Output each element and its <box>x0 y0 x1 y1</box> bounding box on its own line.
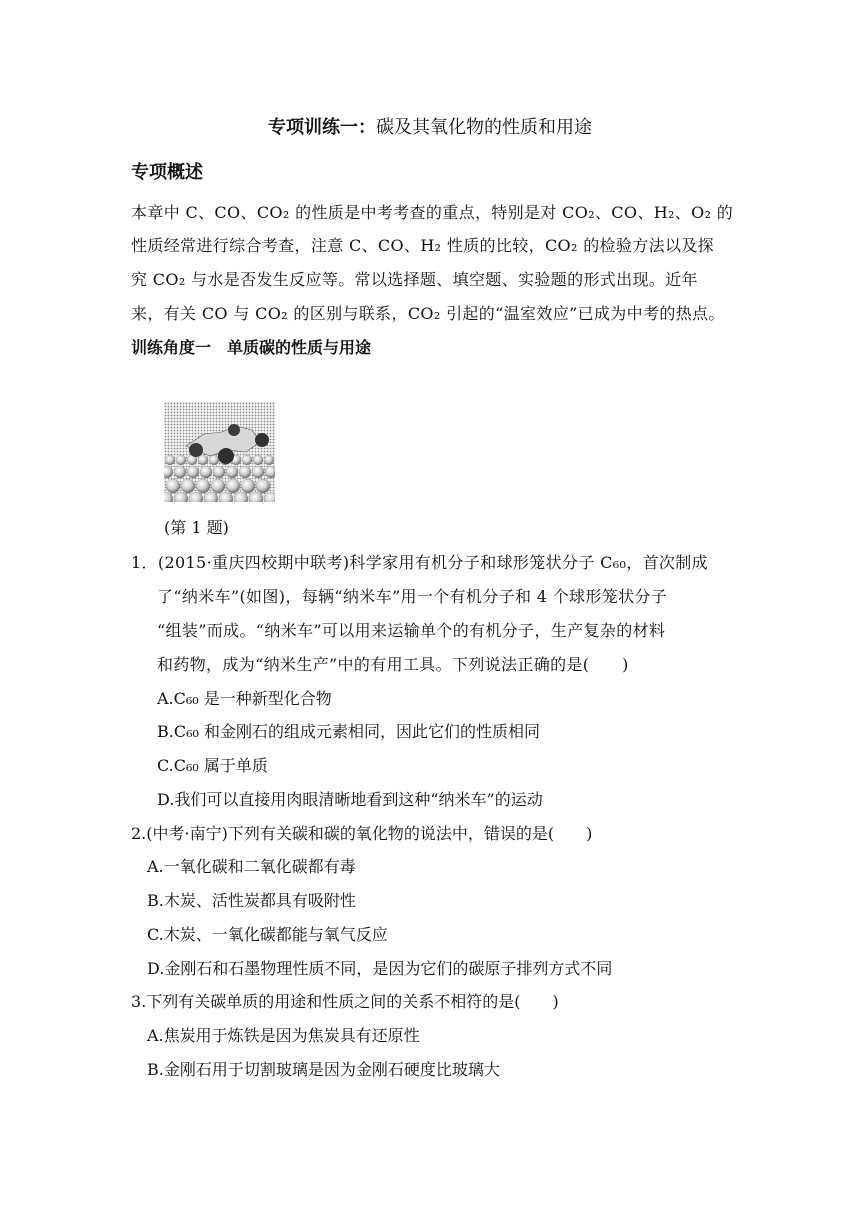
q1-line-3: “组装”而成。“纳米车”可以用来运输单个的有机分子，生产复杂的材料 <box>157 621 666 640</box>
q3-option-b[interactable]: B.金刚石用于切割玻璃是因为金刚石硬度比玻璃大 <box>147 1060 500 1079</box>
title-bold-part: 专项训练一： <box>268 117 376 138</box>
q3-option-a[interactable]: A.焦炭用于炼铁是因为焦炭具有还原性 <box>147 1026 420 1045</box>
overview-heading: 专项概述 <box>131 162 203 183</box>
q2-option-a[interactable]: A.一氧化碳和二氧化碳都有毒 <box>147 857 356 876</box>
q1-line-2: 了“纳米车”(如图)，每辆“纳米车”用一个有机分子和 4 个球形笼状分子 <box>157 587 668 606</box>
q3-stem: 3.下列有关碳单质的用途和性质之间的关系不相符的是( ) <box>131 992 559 1011</box>
q2-option-d[interactable]: D.金刚石和石墨物理性质不同，是因为它们的碳原子排列方式不同 <box>147 959 613 978</box>
q1-option-d[interactable]: D.我们可以直接用肉眼清晰地看到这种“纳米车”的运动 <box>157 790 543 809</box>
nanocar-figure <box>164 402 275 502</box>
title-rest-part: 碳及其氧化物的性质和用途 <box>376 117 592 138</box>
page-title <box>0 116 860 140</box>
q2-stem: 2.(中考·南宁)下列有关碳和碳的氧化物的说法中，错误的是( ) <box>131 824 593 843</box>
overview-line-1: 本章中 C、CO、CO₂ 的性质是中考考查的重点，特别是对 CO₂、CO、H₂、O₂ 的 <box>131 203 734 222</box>
q1-line-4: 和药物，成为“纳米生产”中的有用工具。下列说法正确的是( ) <box>157 655 629 674</box>
q2-option-c[interactable]: C.木炭、一氧化碳都能与氧气反应 <box>147 925 388 944</box>
q1-option-c[interactable]: C.C₆₀ 属于单质 <box>157 756 268 775</box>
q2-option-b[interactable]: B.木炭、活性炭都具有吸附性 <box>147 891 356 910</box>
q1-line-1: 1．(2015·重庆四校期中联考)科学家用有机分子和球形笼状分子 C₆₀，首次制成 <box>131 553 708 572</box>
q1-option-b[interactable]: B.C₆₀ 和金刚石的组成元素相同，因此它们的性质相同 <box>157 722 541 741</box>
overview-line-2: 性质经常进行综合考查，注意 C、CO、H₂ 性质的比较，CO₂ 的检验方法以及探 <box>131 236 715 255</box>
section-heading: 训练角度一 单质碳的性质与用途 <box>131 338 372 357</box>
figure-caption: (第 1 题) <box>164 518 229 537</box>
overview-line-3: 究 CO₂ 与水是否发生反应等。常以选择题、填空题、实验题的形式出现。近年 <box>131 270 698 289</box>
q1-option-a[interactable]: A.C₆₀ 是一种新型化合物 <box>157 689 332 708</box>
overview-line-4: 来，有关 CO 与 CO₂ 的区别与联系，CO₂ 引起的“温室效应”已成为中考的热点。 <box>131 304 725 323</box>
